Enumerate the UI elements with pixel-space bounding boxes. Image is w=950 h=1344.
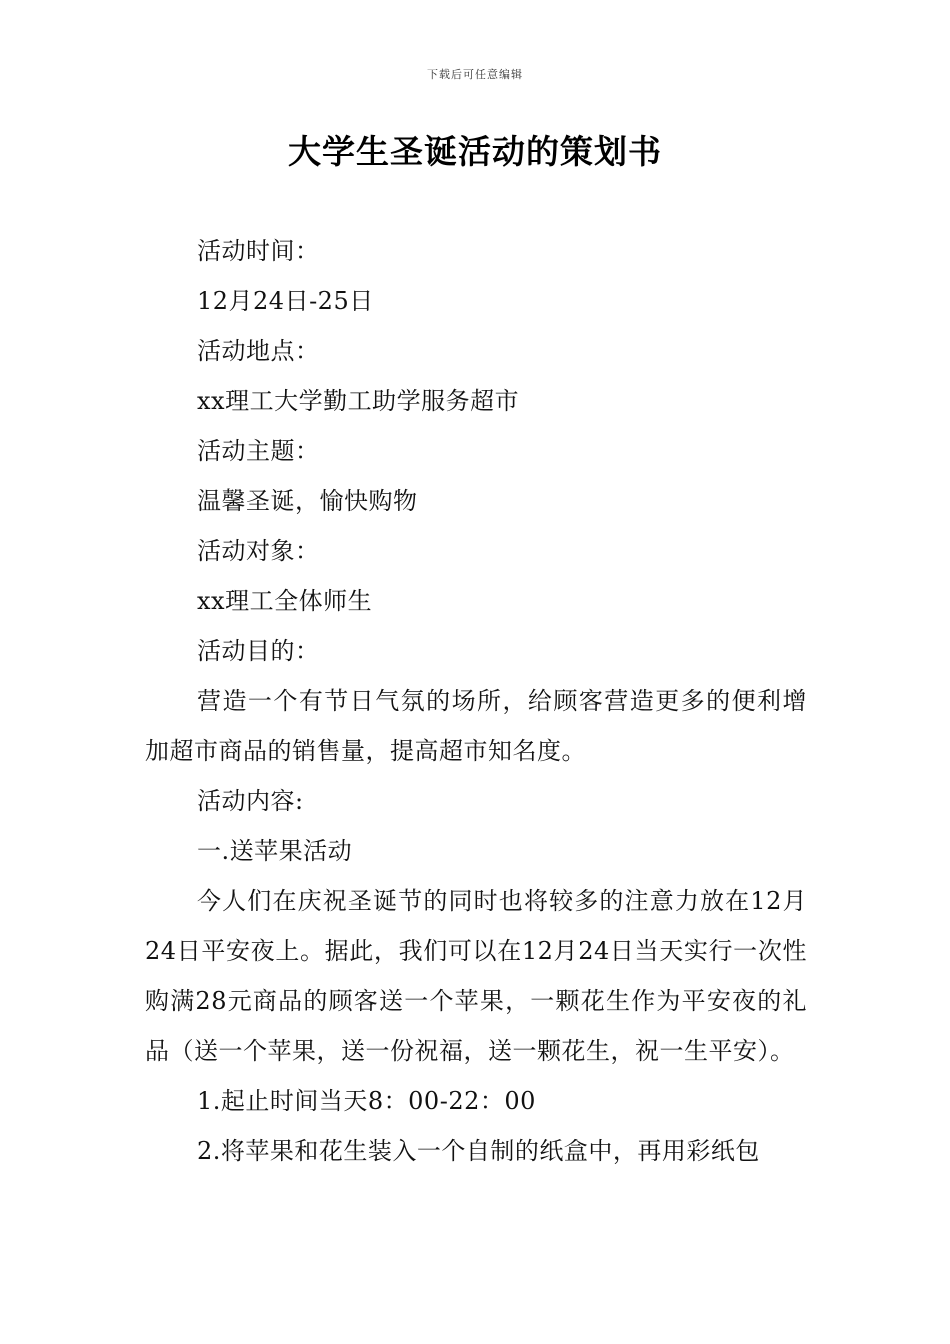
paragraph-location-label: 活动地点： — [197, 337, 320, 365]
paragraph-item-2: 2.将苹果和花生装入一个自制的纸盒中，再用彩纸包 — [197, 1137, 760, 1165]
paragraph-item-1: 1.起止时间当天8：00-22：00 — [197, 1087, 536, 1115]
paragraph-section-heading: 一.送苹果活动 — [197, 837, 353, 865]
paragraph-time-label: 活动时间： — [197, 237, 320, 265]
paragraph-content-label: 活动内容: — [197, 787, 304, 815]
document-body — [145, 226, 807, 1176]
paragraph-purpose-value: 营造一个有节日气氛的场所，给顾客营造更多的便利增加超市商品的销售量，提高超市知名度。 — [145, 687, 807, 765]
paragraph-audience-value: xx理工全体师生 — [197, 587, 373, 615]
document-title: 大学生圣诞活动的策划书 — [288, 132, 662, 171]
paragraph-section-body: 今人们在庆祝圣诞节的同时也将较多的注意力放在12月24日平安夜上。据此，我们可以在12月24日当天实行一次性购满28元商品的顾客送一个苹果，一颗花生作为平安夜的礼品（送一个苹果，送一份祝福，送一颗花生，祝一生平安）。 — [145, 887, 807, 1065]
paragraph-theme-value: 温馨圣诞，愉快购物 — [197, 487, 418, 515]
paragraph-location-value: xx理工大学勤工助学服务超市 — [197, 387, 520, 415]
paragraph-purpose-label: 活动目的： — [197, 637, 320, 665]
paragraph-theme-label: 活动主题： — [197, 437, 320, 465]
paragraph-audience-label: 活动对象： — [197, 537, 320, 565]
header-note: 下载后可任意编辑 — [427, 68, 523, 81]
paragraph-time-value: 12月24日-25日 — [197, 287, 374, 315]
